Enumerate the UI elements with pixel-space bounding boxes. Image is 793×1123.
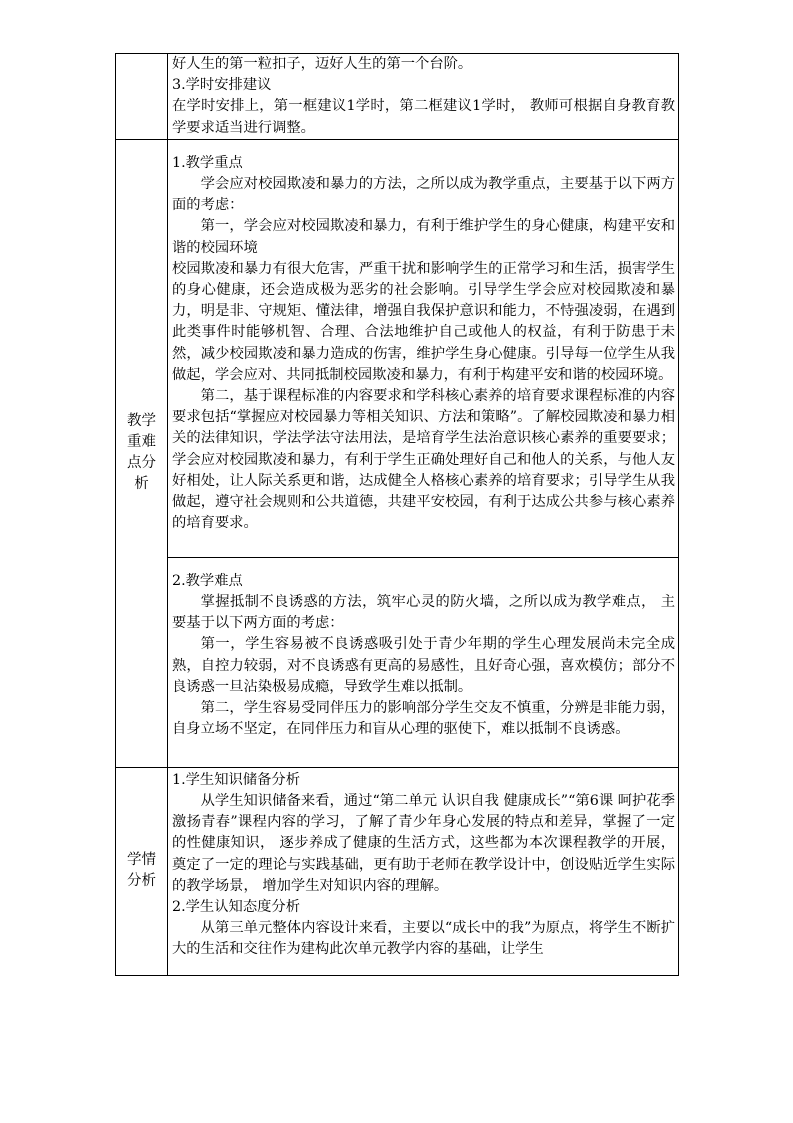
student-analysis-cell	[168, 767, 679, 975]
paragraph: 第一，学会应对校园欺凌和暴力，有利于维护学生的身心健康，构建平安和谐的校园环境	[172, 218, 675, 256]
section-heading: 2.学生认知态度分析	[172, 899, 301, 916]
table-row	[116, 767, 679, 975]
row-label: 学情分析	[127, 852, 156, 890]
row-label-cell	[116, 139, 168, 767]
teaching-focus-cell	[168, 139, 679, 557]
section-heading: 3.学时安排建议	[172, 77, 272, 94]
row-label-cell	[116, 54, 168, 140]
section-heading: 1.学生知识储备分析	[172, 771, 301, 788]
row-label: 教学重难点分析	[127, 413, 156, 493]
section-heading: 1.教学重点	[172, 154, 243, 171]
section-heading: 2.教学难点	[172, 572, 243, 589]
document-table	[115, 53, 679, 976]
table-row	[116, 557, 679, 767]
row-label-cell	[116, 767, 168, 975]
paragraph: 第二，学生容易受同伴压力的影响部分学生交友不慎重，分辨是非能力弱，自身立场不坚定，在同伴压力和盲从心理的驱使下，难以抵制不良诱惑。	[172, 700, 675, 738]
paragraph: 从第三单元整体内容设计来看，主要以“成长中的我”为原点，将学生不断扩大的生活和交往作为建构此次单元教学内容的基础，让学生	[172, 920, 675, 958]
table-row	[116, 54, 679, 140]
paragraph: 第一，学生容易被不良诱惑吸引处于青少年期的学生心理发展尚未完全成熟，自控力较弱，对不良诱惑有更高的易感性，且好奇心强，喜欢模仿；部分不良诱惑一旦沾染极易成瘾，导致学生难以抵制。	[172, 636, 675, 695]
paragraph: 好人生的第一粒扣子，迈好人生的第一个台阶。	[172, 56, 473, 72]
teaching-difficulty-cell	[168, 557, 679, 767]
paragraph: 学会应对校园欺凌和暴力的方法，之所以成为教学重点，主要基于以下两方面的考虑：	[172, 176, 675, 214]
paragraph: 掌握抵制不良诱惑的方法，筑牢心灵的防火墙，之所以成为教学难点， 主要基于以下两方面的考虑：	[172, 594, 675, 632]
paragraph: 校园欺凌和暴力有很大危害，严重干扰和影响学生的正常学习和生活，损害学生的身心健康，还会造成极为恶劣的社会影响。引导学生学会应对校园欺凌和暴力，明是非、守规矩、懂法律，增强自我保护意识和能力，不恃强凌弱，在遇到此类事件时能够机智、合理、合法地维护自己或他人的权益，有利于防患于未然，减少校园欺凌和暴力造成的伤害，维护学生身心健康。引导每一位学生从我做起，学会应对、共同抵制校园欺凌和暴力，有利于构建平安和谐的校园环境。	[172, 260, 675, 383]
table-row	[116, 139, 679, 557]
row-content-cell	[168, 54, 679, 140]
paragraph: 第二，基于课程标准的内容要求和学科核心素养的培育要求课程标准的内容要求包括“掌握应对校园暴力等相关知识、方法和策略”。了解校园欺凌和暴力相关的法律知识，学法学法守法用法，是培育学生法治意识核心素养的重要要求；学会应对校园欺凌和暴力，有利于学生正确处理好自己和他人的关系，与他人友好相处，让人际关系更和谐，达成健全人格核心素养的培育要求；引导学生从我做起，遵守社会规则和公共道德，共建平安校园，有利于达成公共参与核心素养的培育要求。	[172, 388, 675, 532]
paragraph: 在学时安排上，第一框建议1学时，第二框建议1学时， 教师可根据自身教育教学要求适当进行调整。	[172, 98, 675, 136]
paragraph: 从学生知识储备来看，通过“第二单元 认识自我 健康成长”“第6课 呵护花季 激扬青春”课程内容的学习，了解了青少年身心发展的特点和差异，掌握了一定的性健康知识， 逐步养成了健康的生活方式，这些都为本次课程教学的开展，奠定了一定的理论与实践基础，更有助于老师在教学设计中，创设贴近学生实际的教学场景， 增加学生对知识内容的理解。	[172, 793, 675, 894]
